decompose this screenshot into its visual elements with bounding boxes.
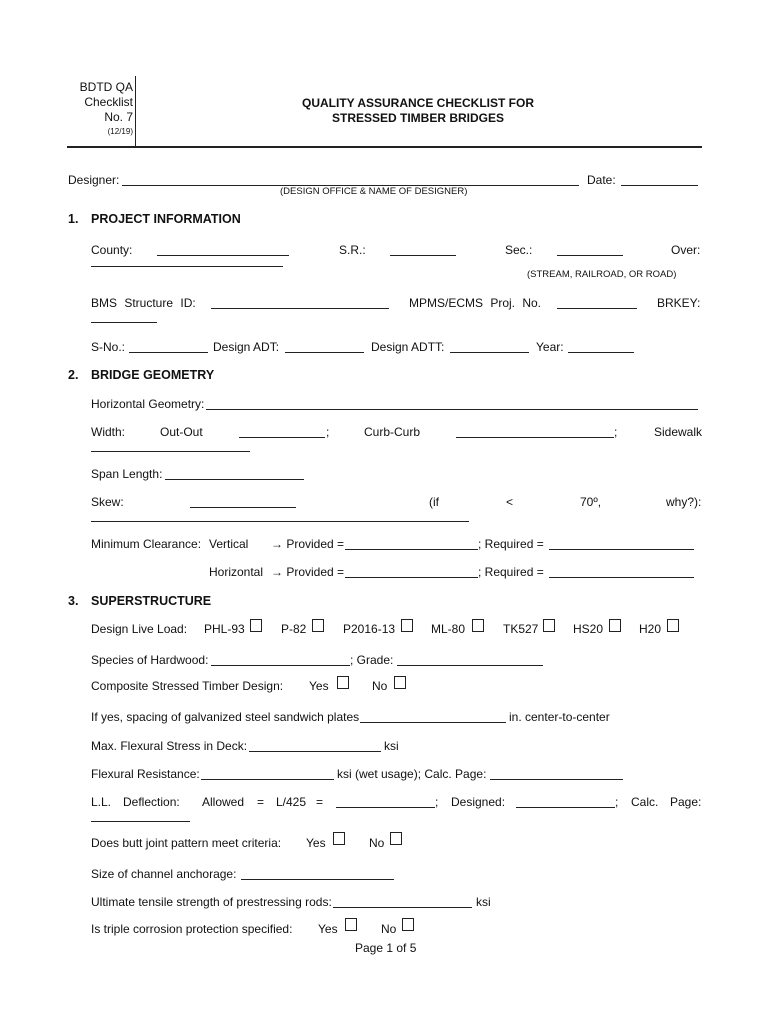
section-1-title: PROJECT INFORMATION <box>91 212 241 226</box>
date-label: Date: <box>587 173 616 187</box>
triple-no-checkbox[interactable] <box>402 918 414 931</box>
adtt-field[interactable] <box>450 352 529 353</box>
butt-joint-yes-checkbox[interactable] <box>333 832 345 845</box>
deflection-label: Deflection: <box>123 795 180 809</box>
flex-res-field[interactable] <box>201 779 334 780</box>
triple-no-label: No <box>381 922 397 936</box>
triple-yes-label: Yes <box>318 922 338 936</box>
horizontal-provided-label: → Provided = <box>271 565 345 579</box>
spacing-unit: in. center-to-center <box>509 710 610 724</box>
page-number: Page 1 of 5 <box>355 941 417 955</box>
channel-label: Size of channel anchorage: <box>91 867 237 881</box>
brkey-field[interactable] <box>91 322 157 323</box>
curb-curb-field[interactable] <box>456 437 614 438</box>
section-3-number: 3. <box>68 594 79 608</box>
grade-field[interactable] <box>397 665 543 666</box>
horizontal-geometry-field[interactable] <box>206 409 698 410</box>
header-divider <box>67 146 702 148</box>
spacing-label: If yes, spacing of galvanized steel sandwich plates <box>91 710 360 724</box>
year-label: Year: <box>536 340 564 354</box>
butt-joint-yes-label: Yes <box>306 836 326 850</box>
skew-label: Skew: <box>91 495 124 509</box>
designer-label: Designer: <box>68 173 120 187</box>
designer-caption: (DESIGN OFFICE & NAME OF DESIGNER) <box>280 186 468 197</box>
span-length-label: Span Length: <box>91 467 163 481</box>
horizontal-provided-field[interactable] <box>345 577 478 578</box>
section-1-number: 1. <box>68 212 79 226</box>
allowed-eq1: = <box>257 795 265 809</box>
page-title <box>268 96 568 126</box>
designed-label: Designed: <box>451 795 506 809</box>
section-2-title: BRIDGE GEOMETRY <box>91 368 215 382</box>
ultimate-field[interactable] <box>333 907 472 908</box>
curb-curb-semicolon: ; <box>614 425 618 439</box>
skew-field[interactable] <box>190 507 296 508</box>
design-live-load-label: Design Live Load: <box>91 622 188 636</box>
sno-field[interactable] <box>129 352 208 353</box>
sno-label: S-No.: <box>91 340 126 354</box>
channel-field[interactable] <box>241 879 394 880</box>
species-field[interactable] <box>211 665 350 666</box>
max-flex-field[interactable] <box>249 751 381 752</box>
vertical-label: Vertical <box>209 537 249 551</box>
butt-joint-label: Does butt joint pattern meet criteria: <box>91 836 282 850</box>
horizontal-geometry-label: Horizontal Geometry: <box>91 397 205 411</box>
load-p82-label: P-82 <box>281 622 307 636</box>
mpms-label: MPMS/ECMS Proj. No. <box>409 296 542 310</box>
out-out-field[interactable] <box>239 437 325 438</box>
bms-field[interactable] <box>211 308 389 309</box>
over-caption: (STREAM, RAILROAD, OR ROAD) <box>527 269 677 280</box>
load-p2016-checkbox[interactable] <box>401 619 413 632</box>
load-tk527-checkbox[interactable] <box>543 619 555 632</box>
composite-label: Composite Stressed Timber Design: <box>91 679 284 693</box>
sr-field[interactable] <box>390 255 456 256</box>
flex-res-unit: ksi (wet usage); Calc. Page: <box>337 767 487 781</box>
load-h20-checkbox[interactable] <box>667 619 679 632</box>
calc-page-field[interactable] <box>91 821 190 822</box>
load-hs20-label: HS20 <box>573 622 604 636</box>
county-label: County: <box>91 243 133 257</box>
doc-id-line3: No. 7 <box>104 110 133 124</box>
ll-label: L.L. <box>91 795 112 809</box>
designed-field[interactable] <box>516 807 615 808</box>
section-2-number: 2. <box>68 368 79 382</box>
load-ml80-label: ML-80 <box>431 622 466 636</box>
butt-joint-no-label: No <box>369 836 385 850</box>
triple-yes-checkbox[interactable] <box>345 918 357 931</box>
year-field[interactable] <box>568 352 634 353</box>
vertical-required-field[interactable] <box>549 549 694 550</box>
over-field[interactable] <box>91 266 283 267</box>
load-p2016-label: P2016-13 <box>343 622 396 636</box>
page-label: Page: <box>670 795 702 809</box>
mpms-field[interactable] <box>557 308 637 309</box>
adt-label: Design ADT: <box>213 340 280 354</box>
load-phl93-label: PHL-93 <box>204 622 245 636</box>
sidewalk-label: Sidewalk <box>654 425 703 439</box>
allowed-eq2: = <box>316 795 324 809</box>
flex-res-page-field[interactable] <box>490 779 623 780</box>
designed-semicolon: ; <box>435 795 439 809</box>
doc-id-block <box>63 80 133 139</box>
adt-field[interactable] <box>285 352 364 353</box>
load-hs20-checkbox[interactable] <box>609 619 621 632</box>
ultimate-unit: ksi <box>476 895 491 909</box>
title-line2: STRESSED TIMBER BRIDGES <box>331 111 505 125</box>
doc-date: (12/19) <box>107 127 133 136</box>
flex-res-label: Flexural Resistance: <box>91 767 200 781</box>
sec-field[interactable] <box>557 255 623 256</box>
calc-semicolon: ; <box>615 795 619 809</box>
load-p82-checkbox[interactable] <box>312 619 324 632</box>
load-h20-label: H20 <box>639 622 662 636</box>
composite-yes-checkbox[interactable] <box>337 676 349 689</box>
allowed-label: Allowed <box>202 795 245 809</box>
butt-joint-no-checkbox[interactable] <box>390 832 402 845</box>
span-length-field[interactable] <box>165 479 304 480</box>
spacing-field[interactable] <box>360 722 506 723</box>
skew-why-field[interactable] <box>91 521 469 522</box>
load-tk527-label: TK527 <box>503 622 539 636</box>
adtt-label: Design ADTT: <box>371 340 445 354</box>
load-ml80-checkbox[interactable] <box>472 619 484 632</box>
doc-id-line2: Checklist <box>84 95 133 109</box>
width-label: Width: <box>91 425 126 439</box>
over-label: Over: <box>671 243 701 257</box>
skew-seventy: 70º, <box>580 495 602 509</box>
skew-lt: < <box>506 495 514 509</box>
composite-no-checkbox[interactable] <box>394 676 406 689</box>
sec-label: Sec.: <box>505 243 533 257</box>
species-label: Species of Hardwood: <box>91 653 209 667</box>
doc-id-line1: BDTD QA <box>79 80 133 94</box>
horizontal-label: Horizontal <box>209 565 264 579</box>
ultimate-label: Ultimate tensile strength of prestressing rods: <box>91 895 332 909</box>
county-field[interactable] <box>157 255 289 256</box>
brkey-label: BRKEY: <box>657 296 701 310</box>
vertical-required-label: ; Required = <box>478 537 544 551</box>
header-divider-vertical <box>135 76 136 146</box>
title-line1: QUALITY ASSURANCE CHECKLIST FOR <box>301 96 534 110</box>
date-field[interactable] <box>621 185 698 186</box>
calc-label: Calc. <box>631 795 659 809</box>
horizontal-required-label: ; Required = <box>478 565 544 579</box>
horizontal-required-field[interactable] <box>549 577 694 578</box>
vertical-provided-label: → Provided = <box>271 537 345 551</box>
triple-label: Is triple corrosion protection specified: <box>91 922 293 936</box>
composite-no-label: No <box>372 679 388 693</box>
load-phl93-checkbox[interactable] <box>250 619 262 632</box>
out-out-label: Out-Out <box>160 425 203 439</box>
sr-label: S.R.: <box>339 243 366 257</box>
allowed-field[interactable] <box>336 807 435 808</box>
bms-label: BMS Structure ID: <box>91 296 196 310</box>
section-3-title: SUPERSTRUCTURE <box>91 594 212 608</box>
out-out-semicolon: ; <box>326 425 330 439</box>
grade-label: ; Grade: <box>350 653 394 667</box>
skew-why: why?): <box>666 495 702 509</box>
sidewalk-field[interactable] <box>91 451 250 452</box>
curb-curb-label: Curb-Curb <box>364 425 421 439</box>
allowed-l425: L/425 <box>276 795 307 809</box>
max-flex-label: Max. Flexural Stress in Deck: <box>91 739 248 753</box>
skew-if: (if <box>429 495 439 509</box>
max-flex-unit: ksi <box>384 739 399 753</box>
min-clearance-label: Minimum Clearance: <box>91 537 202 551</box>
vertical-provided-field[interactable] <box>345 549 478 550</box>
composite-yes-label: Yes <box>309 679 329 693</box>
